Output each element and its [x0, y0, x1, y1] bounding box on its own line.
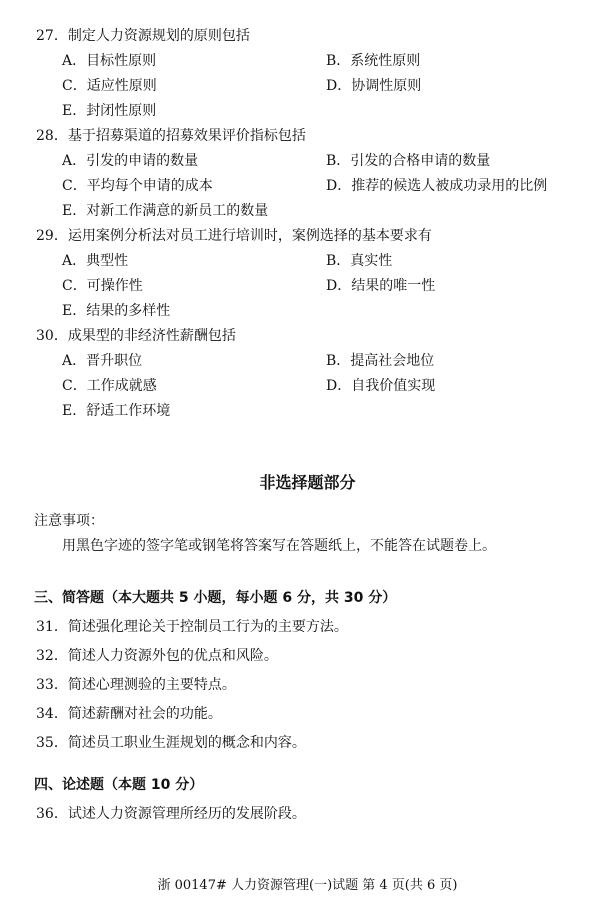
question-27-option-e: E．封闭性原则	[62, 103, 157, 119]
question-28-option-e: E．对新工作满意的新员工的数量	[62, 203, 269, 219]
question-27-option-c: C．适应性原则	[62, 78, 157, 94]
page-footer: 浙 00147# 人力资源管理(一)试题 第 4 页(共 6 页)	[157, 878, 458, 893]
question-28-option-a: A．引发的申请的数量	[62, 153, 199, 169]
question-34: 34．简述薪酬对社会的功能。	[36, 706, 222, 722]
question-30-option-b: B．提高社会地位	[326, 353, 435, 369]
question-27-stem: 27．制定人力资源规划的原则包括	[36, 28, 250, 44]
question-33: 33．简述心理测验的主要特点。	[36, 677, 236, 693]
question-28-option-c: C．平均每个申请的成本	[62, 178, 213, 194]
question-28-option-d: D．推荐的候选人被成功录用的比例	[326, 178, 548, 194]
question-30-option-d: D．自我价值实现	[326, 378, 436, 394]
section-4-heading: 四、论述题（本题 10 分）	[34, 777, 204, 793]
section-3-heading: 三、简答题（本大题共 5 小题，每小题 6 分，共 30 分）	[34, 590, 397, 606]
question-28-option-b: B．引发的合格申请的数量	[326, 153, 491, 169]
question-32: 32．简述人力资源外包的优点和风险。	[36, 648, 278, 664]
question-30-option-e: E．舒适工作环境	[62, 403, 171, 419]
question-30-option-a: A．晋升职位	[62, 353, 143, 369]
question-30-stem: 30．成果型的非经济性薪酬包括	[36, 328, 236, 344]
section-title-non-choice: 非选择题部分	[259, 473, 356, 492]
question-29-option-c: C．可操作性	[62, 278, 143, 294]
question-36: 36．试述人力资源管理所经历的发展阶段。	[36, 806, 306, 822]
question-27-option-b: B．系统性原则	[326, 53, 421, 69]
question-29-option-a: A．典型性	[62, 253, 129, 269]
question-31: 31．简述强化理论关于控制员工行为的主要方法。	[36, 619, 348, 635]
question-35: 35．简述员工职业生涯规划的概念和内容。	[36, 735, 306, 751]
question-29-option-d: D．结果的唯一性	[326, 278, 436, 294]
question-29-option-e: E．结果的多样性	[62, 303, 171, 319]
question-29-stem: 29．运用案例分析法对员工进行培训时，案例选择的基本要求有	[36, 228, 432, 244]
question-27-option-a: A．目标性原则	[62, 53, 157, 69]
question-27-option-d: D．协调性原则	[326, 78, 422, 94]
notice-label: 注意事项：	[34, 513, 104, 529]
question-28-stem: 28．基于招募渠道的招募效果评价指标包括	[36, 128, 306, 144]
question-30-option-c: C．工作成就感	[62, 378, 157, 394]
question-29-option-b: B．真实性	[326, 253, 393, 269]
notice-text: 用黑色字迹的签字笔或钢笔将答案写在答题纸上，不能答在试题卷上。	[62, 538, 496, 554]
